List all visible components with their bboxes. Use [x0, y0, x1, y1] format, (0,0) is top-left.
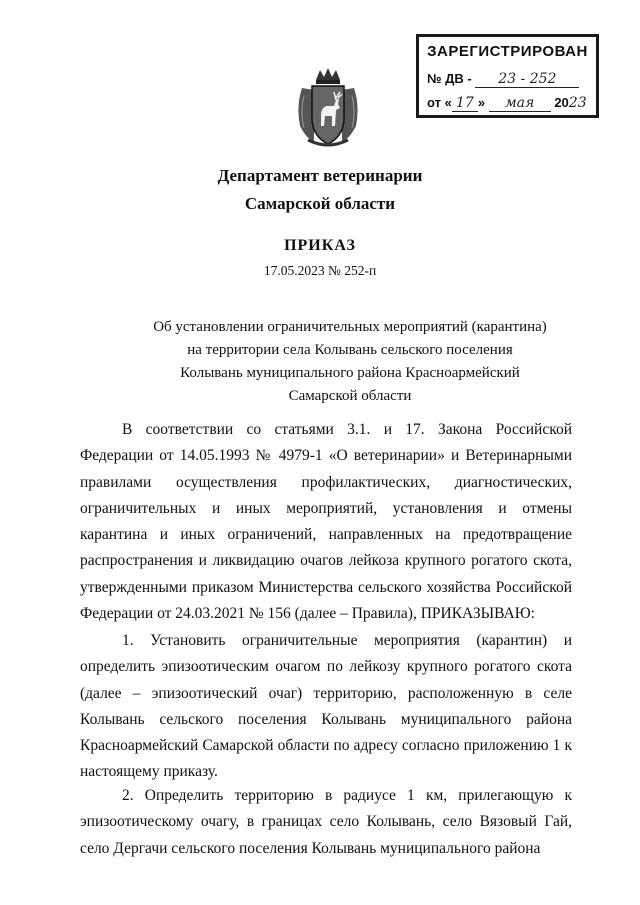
- subject-line: на территории села Колывань сельского поселения: [187, 342, 513, 358]
- body-paragraph-item-2: [80, 783, 572, 862]
- body-paragraph-preamble: [80, 417, 572, 627]
- body-paragraph-item-1: [80, 628, 572, 786]
- stamp-number-value: 23 - 252: [475, 71, 579, 88]
- subject-line: Самарской области: [288, 388, 412, 404]
- document-type-title: ПРИКАЗ: [284, 237, 356, 254]
- document-subject: [140, 316, 560, 408]
- stamp-year-suffix: 23: [568, 95, 587, 111]
- stamp-date-month: мая: [489, 95, 551, 112]
- stamp-date-line: [427, 95, 587, 112]
- subject-line: Об установлении ограничительных мероприятий (карантина): [153, 319, 547, 335]
- document-date-number: 17.05.2023 № 252-п: [263, 263, 377, 278]
- paragraph-text: 2. Определить территорию в радиусе 1 км, прилегающую к эпизоотическому очагу, в границах село Колывань, село Вязовый Гай, село Дергачи сельского поселения Колывань муниципального района: [80, 787, 572, 857]
- stamp-date-day: 17: [452, 95, 478, 112]
- stamp-number-label: № ДВ -: [427, 71, 472, 86]
- subject-line: Колывань муниципального района Красноармейский: [180, 365, 520, 381]
- stamp-date-close: »: [477, 95, 486, 110]
- stamp-year-prefix: 20: [554, 95, 569, 110]
- coat-of-arms-emblem: [294, 66, 362, 148]
- department-name-line1: Департамент ветеринарии: [217, 166, 423, 185]
- paragraph-text: В соответствии со статьями 3.1. и 17. Закона Российской Федерации от 14.05.1993 № 4979-1 «О ветеринарии» и Ветеринарными правилами осуществления профилактических, диагностических, ограничительных и иных мероприятий, установления и отмены карантина и иных ограничений, направленных на предотвращение распространения и ликвидацию очагов лейкоза крупного рогатого скота, утвержденными приказом Министерства сельского хозяйства Российской Федерации от 24.03.2021 № 156 (далее – Правила), ПРИКАЗЫВАЮ:: [80, 421, 572, 623]
- department-name-line2: Самарской области: [244, 194, 396, 213]
- stamp-date-from: от «: [427, 95, 452, 110]
- stamp-title: ЗАРЕГИСТРИРОВАН: [427, 43, 588, 60]
- paragraph-text: 1. Установить ограничительные мероприятия (карантин) и определить эпизоотическим очагом по лейкозу крупного рогатого скота (далее – эпизоотический очаг) территорию, расположенную в селе Колывань сельского поселения Колывань муниципального района Красноармейский Самарской области по адресу согласно приложению 1 к настоящему приказу.: [80, 632, 572, 781]
- registration-stamp: [416, 34, 599, 118]
- stamp-number-line: [427, 71, 579, 88]
